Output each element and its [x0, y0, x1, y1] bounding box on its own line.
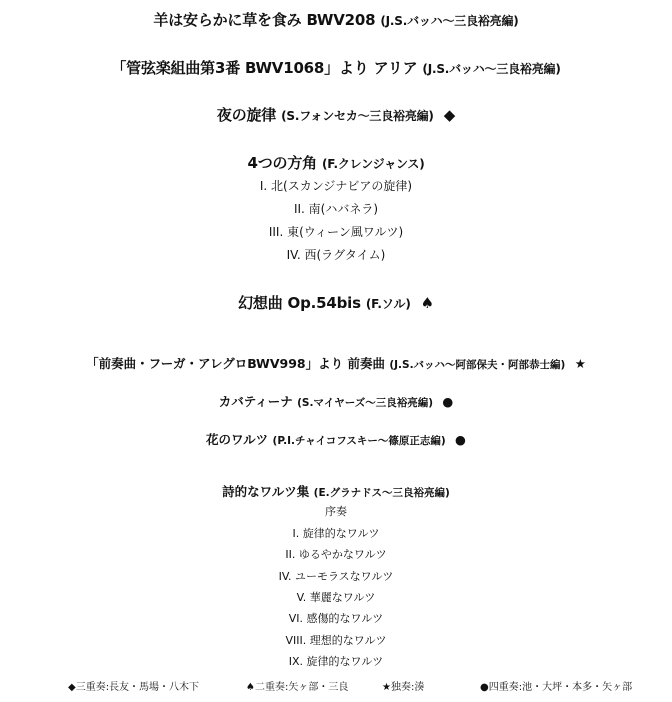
piece-4: [0, 152, 672, 173]
movement: V. 華麗なワルツ: [296, 591, 376, 604]
piece-title: 羊は安らかに草を食み BWV208: [153, 11, 376, 29]
movement: I. 旋律的なワルツ: [292, 527, 380, 540]
ensemble-legend: [0, 678, 672, 696]
movement: I. 北(スカンジナビアの旋律): [259, 179, 413, 193]
movement: IV. 西(ラグタイム): [286, 248, 386, 262]
piece-title: 夜の旋律: [216, 106, 277, 124]
piece-credit: (F.クレンジャンス): [321, 157, 425, 171]
circle-icon: ●: [442, 394, 454, 409]
piece-credit: (F.ソル): [365, 297, 411, 311]
piece-8: [0, 430, 672, 448]
movement: 序奏: [325, 505, 347, 518]
piece-6: [0, 354, 672, 372]
movement: II. 南(ハバネラ): [293, 202, 379, 216]
movement: II. ゆるやかなワルツ: [285, 548, 387, 561]
piece-title: 詩的なワルツ集: [222, 484, 310, 499]
circle-icon: ●: [455, 432, 466, 447]
piece-title: 「管弦楽組曲第3番 BWV1068」より アリア: [111, 59, 418, 77]
piece-3: [0, 104, 672, 125]
diamond-icon: ◆: [443, 106, 456, 124]
piece-credit: (S.フォンセカ〜三良裕亮編): [281, 109, 434, 123]
piece-9: [0, 482, 672, 500]
piece-title: カバティーナ: [218, 394, 293, 409]
star-icon: ★: [574, 356, 586, 371]
piece-title: 幻想曲 Op.54bis: [238, 294, 361, 312]
piece-7: [0, 392, 672, 410]
legend-solo: ★独奏:湊: [382, 682, 425, 693]
legend-trio: ◆三重奏:長友・馬場・八木下: [68, 682, 200, 693]
piece-title: 「前奏曲・フーガ・アレグロBWV998」より 前奏曲: [86, 356, 385, 371]
spade-icon: ♠: [420, 294, 434, 312]
piece-title: 4つの方角: [247, 154, 317, 172]
movement: VIII. 理想的なワルツ: [285, 634, 387, 647]
piece-1: [0, 9, 672, 30]
piece-credit: (J.S.バッハ〜三良裕亮編): [380, 14, 519, 28]
piece-credit: (P.I.チャイコフスキー〜篠原正志編): [272, 435, 446, 447]
piece-title: 花のワルツ: [206, 432, 269, 447]
movement: IX. 旋律的なワルツ: [288, 655, 384, 668]
piece-credit: (E.グラナドス〜三良裕亮編): [313, 487, 450, 499]
piece-5: [0, 292, 672, 313]
movement: IV. ユーモラスなワルツ: [278, 570, 394, 583]
piece-credit: (J.S.バッハ〜阿部保夫・阿部恭士編): [389, 359, 566, 371]
movement: III. 東(ウィーン風ワルツ): [268, 225, 404, 239]
piece-2: [0, 57, 672, 78]
legend-duo: ♠二重奏:矢ヶ部・三良: [246, 682, 349, 693]
piece-credit: (S.マイヤーズ〜三良裕亮編): [297, 397, 433, 409]
piece-credit: (J.S.バッハ〜三良裕亮編): [422, 62, 561, 76]
movement: VI. 感傷的なワルツ: [288, 612, 384, 625]
legend-quartet: ●四重奏:池・大坪・本多・矢ヶ部: [480, 682, 633, 693]
